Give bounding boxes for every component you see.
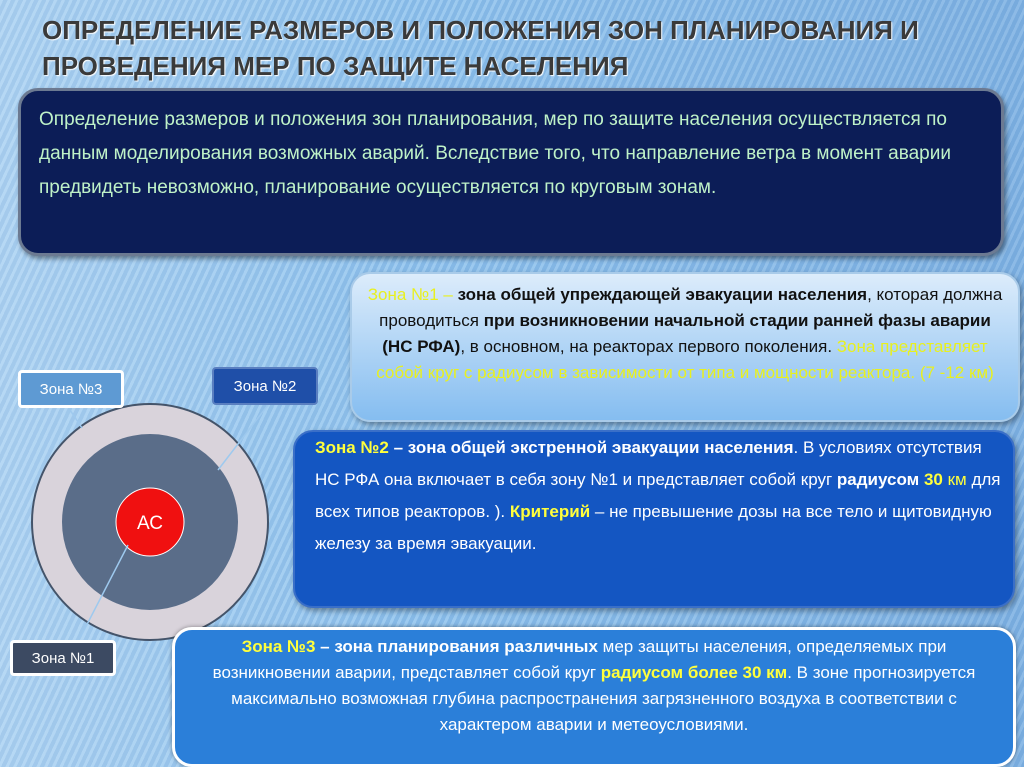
zone3-description [172,627,1016,767]
text-run: Зона №1 – [367,285,458,304]
text-run: – зона планирования различных [315,637,598,656]
text-run: Зона представляет собой круг с радиусом в зависимости от типа и мощности реактора. (7 -12 км) [376,337,994,382]
text-run: радиусом [836,470,924,489]
text-run: км [942,470,967,489]
center-label: АС [137,513,163,534]
text-run: Зона №3 [241,637,316,656]
text-run: , в основном, на реакторах первого поколения. [460,337,837,356]
text-run: 30 [923,470,943,489]
text-run: при возникновении начальной стадии ранней фазы аварии (НС РФА) [382,311,991,356]
text-run: . В зоне прогнозируется максимально возможная глубина распространения загрязненного воздуха в соответствии с характером аварии и метеоусловиями. [231,663,976,734]
zone3-label: Зона №3 [18,370,124,408]
text-run: радиусом более 30 км [600,663,788,682]
text-run: – зона общей экстренной эвакуации населения [388,438,794,457]
zone2-label: Зона №2 [212,367,318,405]
arrow-zone3 [70,410,82,428]
intro-text-box: Определение размеров и положения зон планирования, мер по защите населения осуществляется по данным моделирования возможных аварий. Вследствие того, что направление ветра в момент аварии предвидеть невозможно, планирование осуществляется по круговым зонам. [18,88,1004,256]
text-run: . В условиях отсутствия НС РФА она включает в себя зону №1 и представляет собой круг [315,438,982,489]
text-run: мер защиты населения, определяемых при возникновении аварии, представляет собой круг [212,637,947,682]
text-run: Зона №2 [315,438,389,457]
text-run: зона общей упреждающей эвакуации населения [457,285,868,304]
text-run: – не превышение дозы на все тело и щитовидную железу за время эвакуации. [315,502,992,553]
slide-title: ОПРЕДЕЛЕНИЕ РАЗМЕРОВ И ПОЛОЖЕНИЯ ЗОН ПЛАНИРОВАНИЯ И ПРОВЕДЕНИЯ МЕР ПО ЗАЩИТЕ НАСЕЛЕНИЯ [42,15,919,81]
text-run: для всех типов реакторов. ). [315,470,1001,521]
text-run: , которая должна проводиться [379,285,1003,330]
zone1-label: Зона №1 [10,640,116,676]
text-run: Критерий [509,502,591,521]
